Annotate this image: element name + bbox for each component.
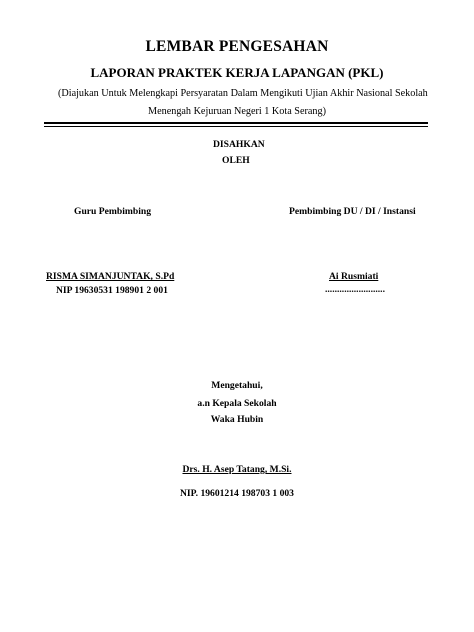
acknowledgment-nip: NIP. 19601214 198703 1 003 — [180, 488, 294, 499]
left-signatory-role: Guru Pembimbing — [74, 206, 152, 217]
right-signatory-nip: ......................... — [325, 284, 385, 295]
acknowledgment-line-3: Waka Hubin — [210, 414, 264, 425]
approval-label: DISAHKAN — [213, 139, 265, 150]
left-signatory-nip: NIP 19630531 198901 2 001 — [56, 285, 168, 296]
header-divider-thin — [44, 126, 428, 127]
approval-by-label: OLEH — [222, 155, 250, 166]
acknowledgment-line-1: Mengetahui, — [211, 380, 263, 391]
document-title: LEMBAR PENGESAHAN — [145, 38, 329, 55]
document-subtitle: LAPORAN PRAKTEK KERJA LAPANGAN (PKL) — [90, 65, 384, 80]
left-signatory-name: RISMA SIMANJUNTAK, S.Pd — [46, 271, 175, 282]
acknowledgment-name: Drs. H. Asep Tatang, M.Si. — [182, 464, 292, 475]
right-signatory-role: Pembimbing DU / DI / Instansi — [289, 206, 416, 217]
right-signatory-name: Ai Rusmiati — [329, 271, 379, 282]
document-note-line-2: Menengah Kejuruan Negeri 1 Kota Serang) — [148, 106, 326, 117]
acknowledgment-line-2: a.n Kepala Sekolah — [197, 398, 277, 409]
document-note-line-1: (Diajukan Untuk Melengkapi Persyaratan Dalam Mengikuti Ujian Akhir Nasional Sekolah — [58, 88, 428, 99]
header-divider-thick — [44, 122, 428, 124]
